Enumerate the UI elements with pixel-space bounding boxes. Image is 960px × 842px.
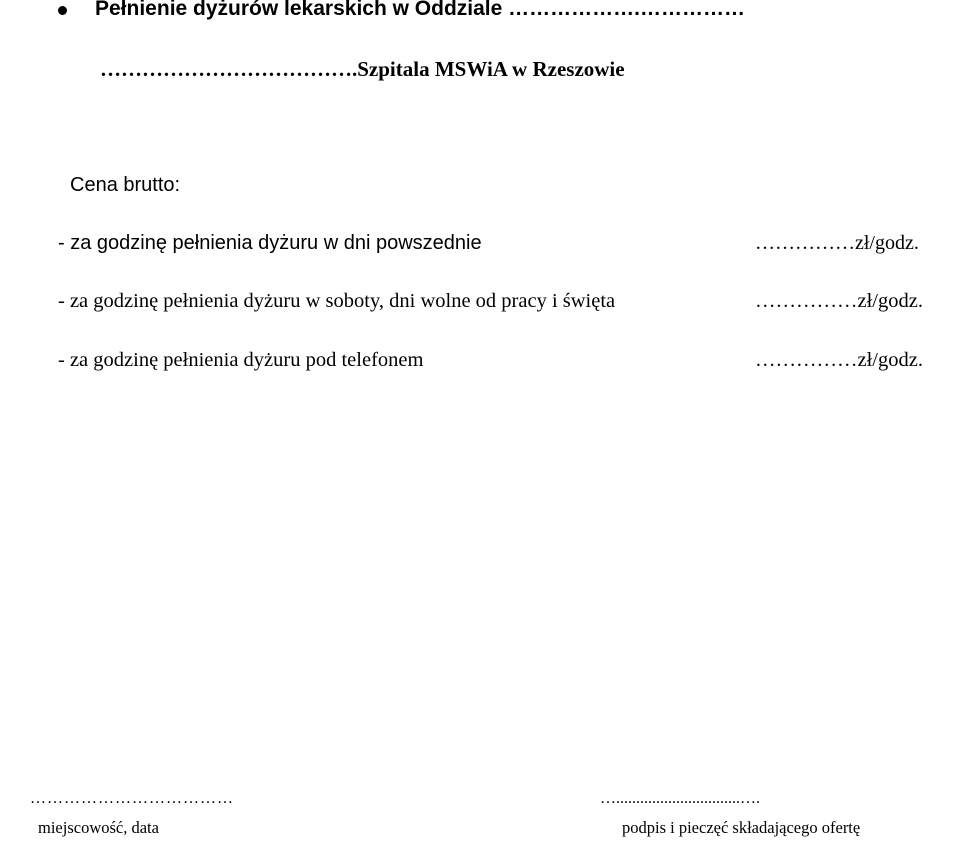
price-item-value: ……………zł/godz. — [755, 290, 923, 312]
place-date-dotted-line: ……………………………… — [30, 790, 234, 807]
price-heading: Cena brutto: — [70, 174, 181, 196]
price-item-label: - za godzinę pełnienia dyżuru w dni powszednie — [58, 232, 482, 254]
signature-label: podpis i pieczęć składającego ofertę — [622, 818, 861, 837]
heading-line-1: Pełnienie dyżurów lekarskich w Oddziale ……………….…………… — [95, 0, 745, 20]
place-date-label: miejscowość, data — [38, 818, 159, 837]
signature-dotted-line: …...............................…. — [600, 790, 760, 807]
bullet-icon — [58, 6, 67, 15]
price-item-label: - za godzinę pełnienia dyżuru w soboty, dni wolne od pracy i święta — [58, 290, 616, 312]
price-item-label: - za godzinę pełnienia dyżuru pod telefonem — [58, 349, 424, 371]
price-item-value: ……………zł/godz. — [755, 349, 923, 371]
heading-line-2: ……………………………….Szpitala MSWiA w Rzeszowie — [100, 57, 625, 81]
price-item-value: ……………zł/godz. — [755, 232, 919, 254]
